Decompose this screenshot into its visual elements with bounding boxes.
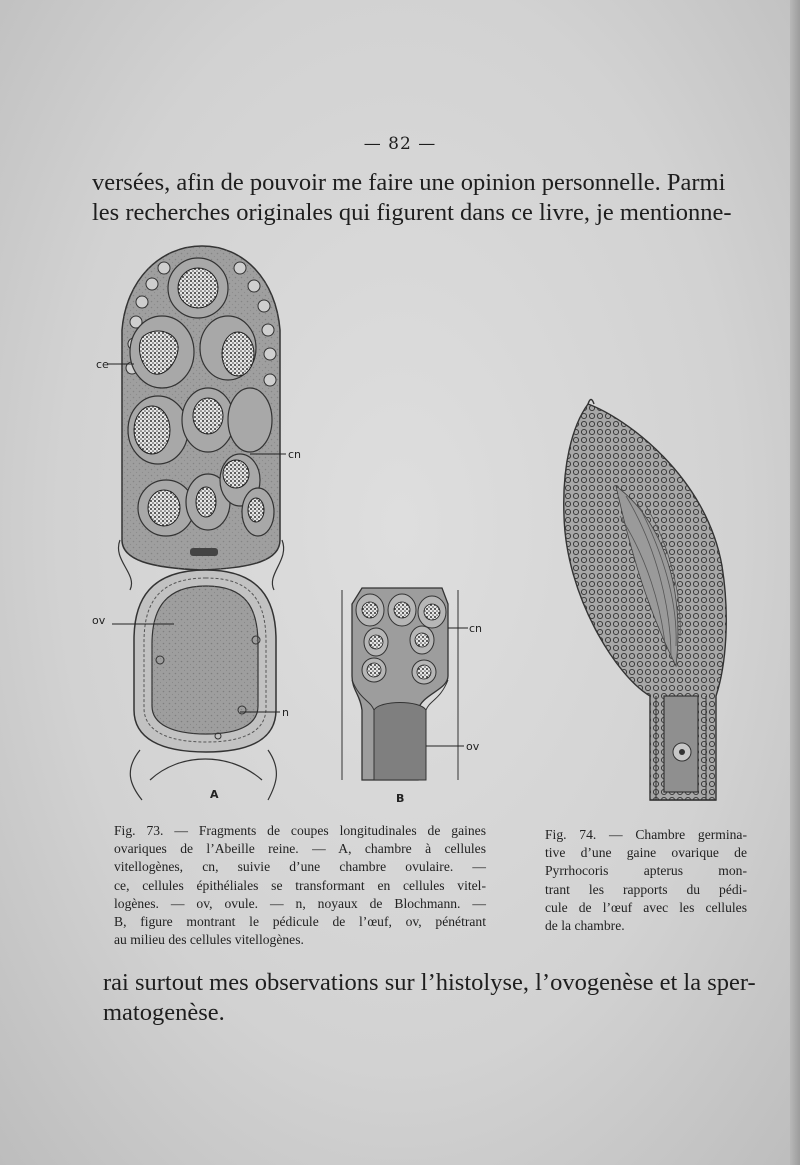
- body-text-line-4: matogenèse.: [103, 999, 225, 1026]
- caption-73-line: ce, cellules épithéliales se transformant en cellules vitel-: [114, 877, 486, 893]
- caption-73-line: Fig. 73. — Fragments de coupes longitudinales de gaines: [114, 823, 486, 838]
- caption-74-line: Pyrrhocoris apterus mon-: [545, 863, 747, 879]
- panel-label-b: B: [396, 792, 405, 805]
- body-text-line-1: versées, afin de pouvoir me faire une opinion personnelle. Parmi: [92, 169, 726, 196]
- caption-73-line: logènes. — ov, ovule. — n, noyaux de Blochmann. —: [114, 895, 486, 911]
- figure-74: [556, 396, 736, 808]
- body-text-line-2: les recherches originales qui figurent dans ce livre, je mentionne-: [92, 199, 732, 226]
- label-ov-b: ov: [466, 740, 480, 753]
- panel-label-a: A: [210, 788, 219, 801]
- label-ce: ce: [96, 358, 109, 371]
- figure-73-panel-b: [330, 580, 490, 810]
- figure-73-caption: [114, 822, 486, 949]
- caption-74-line: de la chambre.: [545, 918, 625, 934]
- figure-73-panel-a: [90, 240, 320, 810]
- caption-73-line: ovariques de l’Abeille reine. — A, chambre à cellules: [114, 841, 486, 857]
- label-cn-a: cn: [288, 448, 302, 461]
- caption-74-line: tive d’une gaine ovarique de: [545, 845, 747, 861]
- label-ov-a: ov: [92, 614, 106, 627]
- caption-74-line: Fig. 74. — Chambre germina-: [545, 827, 747, 842]
- caption-74-line: cule de l’œuf avec les cellules: [545, 899, 747, 915]
- caption-73-line: B, figure montrant le pédicule de l’œuf, ov, pénétrant: [114, 914, 486, 930]
- body-text-line-3: rai surtout mes observations sur l’histolyse, l’ovogenèse et la sper-: [103, 969, 756, 996]
- figure-74-caption: [545, 826, 747, 935]
- label-n: n: [282, 706, 289, 719]
- page-edge-shadow: [790, 0, 800, 1165]
- page-number: — 82 —: [363, 134, 437, 154]
- caption-73-line: au milieu des cellules vitellogènes.: [114, 932, 304, 948]
- label-cn-b: cn: [469, 622, 483, 635]
- caption-73-line: vitellogènes, cn, suivie d’une chambre ovulaire. —: [114, 859, 486, 875]
- caption-74-line: trant les rapports du pédi-: [545, 881, 747, 897]
